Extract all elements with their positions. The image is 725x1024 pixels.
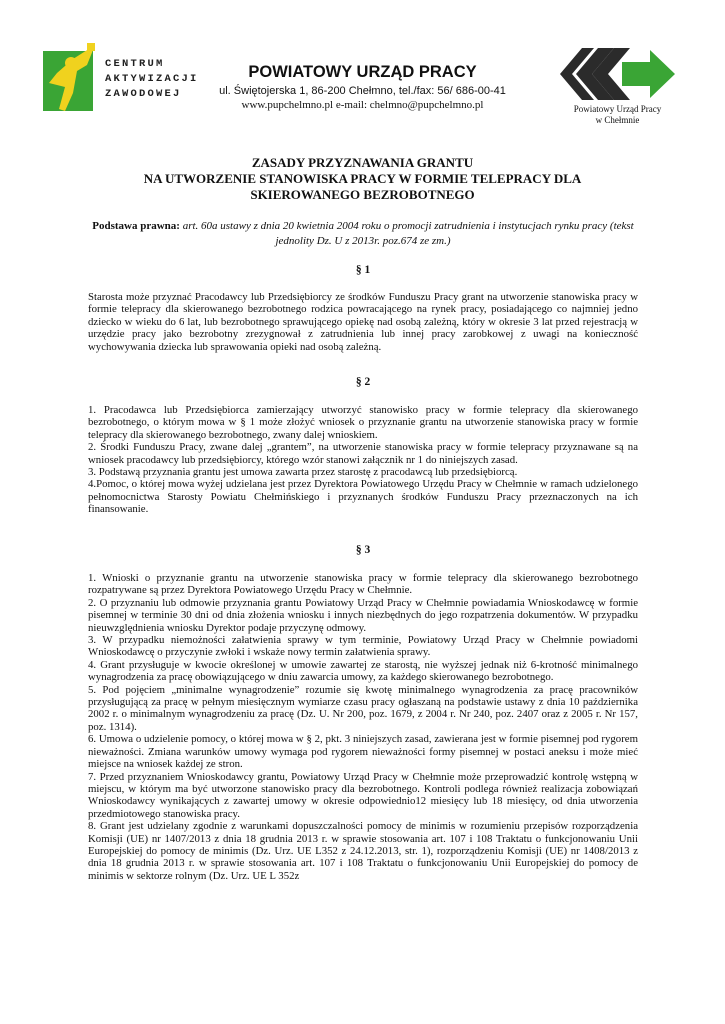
list-item: 4.Pomoc, o której mowa wyżej udzielana jest przez Dyrektora Powiatowego Urzędu Pracy w Chełmnie w ramach udzielonego pełnomocnictwa Starosty Powiatu Chełmińskiego i przyznanych środków Funduszu Pracy przeznaczonych na ich finansowanie. [88,478,638,516]
paragraph: Starosta może przyznać Pracodawcy lub Przedsiębiorcy ze środków Funduszu Pracy grant na utworzenie stanowiska pracy w formie telepracy dla skierowanego bezrobotnego rodzica powracającego na rynek pracy, posiadającego co najmniej jedno dziecko w wieku do 6 lat, lub bezrobotnego sprawującego opiekę nad osobą zależną, który w okresie 3 lat przed rejestracją w urzędzie pracy jako bezrobotny zrezygnował z zatrudnienia lub innej pracy zarobkowej z uwagi na konieczność wychowywania dziecka lub sprawowania opieki nad osobą zależną. [88,291,638,353]
list-item: 1. Pracodawca lub Przedsiębiorca zamierzający utworzyć stanowisko pracy w formie telepracy dla skierowanego bezrobotnego, o którym mowa w § 1 może złożyć wniosek o przyznanie grantu na utworzenie stanowiska pracy w formie telepracy dla skierowanego bezrobotnego, zwany dalej wnioskiem. [88,404,638,441]
office-web: www.pupchelmno.pl e-mail: chelmno@pupchelmno.pl [241,99,484,111]
cak-line: CENTRUM [105,58,165,70]
list-item: 2. Środki Funduszu Pracy, zwane dalej „grantem”, na utworzenie stanowiska pracy w formie telepracy przyznawane są na wniosek pracodawcy lub przedsiębiorcy, którego wzór stanowi załącznik nr 1 do niniejszych zasad. [88,441,638,466]
section-3-text [88,572,638,882]
title-line: ZASADY PRZYZNAWANIA GRANTU [251,155,474,170]
list-item: 2. O przyznaniu lub odmowie przyznania grantu Powiatowy Urząd Pracy w Chełmnie powiadamia Wnioskodawcę w formie pisemnej w terminie 30 dni od dnia złożenia wniosku i innych niezbędnych do jego rozpatrzenia dokumentów. W przypadku nieuwzględnienia wniosku Dyrektor podaje przyczynę odmowy. [88,596,638,634]
list-item: 5. Pod pojęciem „minimalne wynagrodzenie” rozumie się kwotę minimalnego wynagrodzenia za pracę pracowników przysługującą za pracę w pełnym miesięcznym wymiarze czasu pracy ogłaszaną na podstawie ustawy z dnia 10 października 2002 r. o minimalnym wynagrodzeniu za pracę (Dz. U. Nr 200, poz. 1679, z 2004 r. Nr 240, poz. 2407 oraz z 2005 r. Nr 157, poz. 1314). [88,683,638,733]
legal-basis-text: art. 60a ustawy z dnia 20 kwietnia 2004 roku o promocji zatrudnienia i instytucjach rynku pracy (tekst jednolity Dz. U z 2013r. poz.674 ze zm.) [182,220,634,247]
letterhead [0,0,725,135]
section-heading-3: § 3 [355,544,371,556]
section-1-text [88,291,638,353]
legal-basis [88,219,638,249]
pup-caption-line: w Chełmnie [595,115,640,125]
list-item: 6. Umowa o udzielenie pomocy, o której mowa w § 2, pkt. 3 niniejszych zasad, zawierana jest w formie pisemnej pod rygorem nieważności. Zmiana warunków umowy wymaga pod rygorem nieważności formy pisemnej w postaci aneksu i może mieć miejsce na wniosek każdej ze stron. [88,733,638,771]
list-item: 1. Wnioski o przyznanie grantu na utworzenie stanowiska pracy w formie telepracy dla skierowanego bezrobotnego rozpatrywane są przez Dyrektora Powiatowego Urzędu Pracy w Chełmnie. [88,572,638,597]
list-item: 8. Grant jest udzielany zgodnie z warunkami dopuszczalności pomocy de minimis w rozumieniu przepisów rozporządzenia Komisji (UE) nr 1407/2013 z dnia 18 grudnia 2013 r. w sprawie stosowania art. 107 i 108 Traktatu o funkcjonowaniu Unii Europejskiej do pomocy de minimis (Dz. Urz. UE L352 z 24.12.2013, str. 1), rozporządzeniu Komisji (UE) nr 1408/2013 z dnia 18 grudnia 2013 r. w sprawie stosowania art. 107 i 108 Traktatu o funkcjonowaniu Unii Europejskiej do pomocy de minimis w sektorze rolnym (Dz. Urz. UE L 352z [88,820,638,882]
section-heading-1: § 1 [355,264,371,276]
pup-caption [560,104,675,126]
list-item: 3. W przypadku niemożności załatwienia sprawy w tym terminie, Powiatowy Urząd Pracy w Chełmnie powiadomi Wnioskodawcę o przyczynie zwłoki i wskaże nowy termin załatwienia sprawy. [88,634,638,659]
cak-line: ZAWODOWEJ [105,88,182,100]
cak-line: AKTYWIZACJI [105,73,199,85]
section-2-text [88,404,638,516]
list-item: 7. Przed przyznaniem Wnioskodawcy grantu, Powiatowy Urząd Pracy w Chełmnie może przeprowadzić kontrolę wstępną w miejscu, w którym ma być utworzone stanowisko pracy dla bezrobotnego. Kontroli podlega również realizacja zobowiązań Wnioskodawcy wynikających z zawartej umowy w okresie odpowiednio12 miesięcy lub 18 miesięcy, od dnia utworzenia przedmiotowego stanowiska pracy. [88,770,638,820]
title-line: SKIEROWANEGO BEZROBOTNEGO [250,187,475,202]
office-address: ul. Świętojerska 1, 86-200 Chełmno, tel./fax: 56/ 686-00-41 [219,85,506,97]
list-item: 3. Podstawą przyznania grantu jest umowa zawarta przez starostę z pracodawcą lub przedsiębiorcą. [88,466,518,479]
list-item: 4. Grant przysługuje w kwocie określonej w umowie zawartej ze starostą, nie wyższej jednak niż 6-krotność minimalnego wynagrodzenia za pracę obowiązującego w dniu zawarcia umowy, za każdego skierowanego bezrobotnego. [88,658,638,684]
pup-caption-line: Powiatowy Urząd Pracy [573,104,662,114]
office-title: POWIATOWY URZĄD PRACY [248,63,477,81]
pup-logo [560,44,675,102]
document-title [0,155,725,203]
section-heading-2: § 2 [355,376,371,388]
title-line: NA UTWORZENIE STANOWISKA PRACY W FORMIE TELEPRACY DLA [143,171,582,186]
legal-basis-label: Podstawa prawna: [92,220,180,232]
